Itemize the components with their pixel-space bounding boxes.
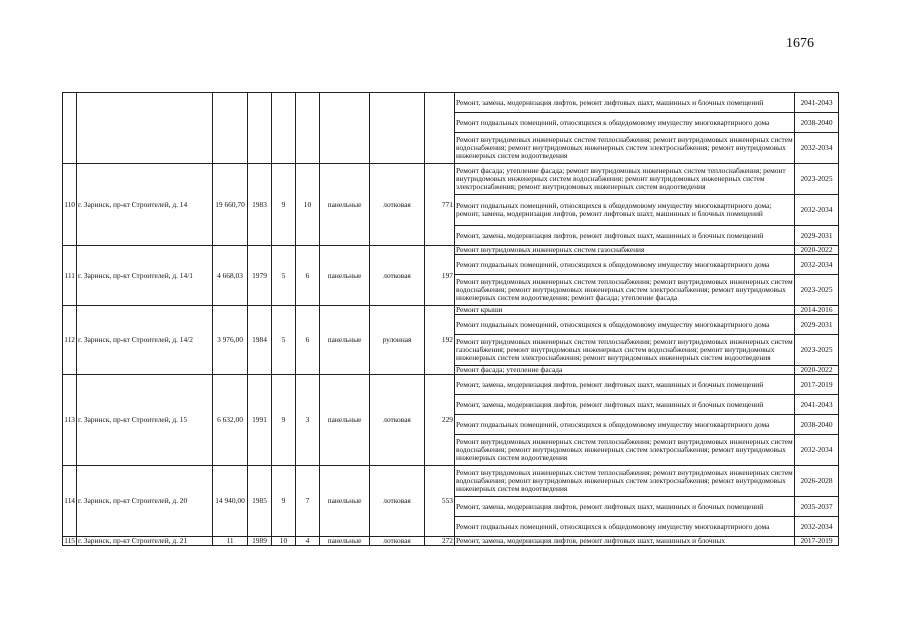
entrances-count: 6	[296, 246, 320, 306]
work-period: 2023-2025	[795, 275, 839, 306]
table-row	[63, 93, 839, 113]
wall-material: панельные	[320, 306, 370, 375]
floors-count: 5	[272, 306, 296, 375]
residents-count: 553	[425, 466, 455, 537]
work-description: Ремонт, замена, модернизация лифтов, ремонт лифтовых шахт, машинных и блочных	[455, 537, 795, 546]
work-description: Ремонт подвальных помещений, относящихся к общедомовому имуществу многоквартирного дома	[455, 315, 795, 335]
work-period: 2035-2037	[795, 497, 839, 517]
residents-count: 192	[425, 306, 455, 375]
total-area: 11	[213, 537, 248, 546]
table-row	[63, 466, 839, 497]
year-built	[248, 93, 272, 164]
table-row	[63, 375, 839, 395]
repair-schedule-table	[62, 92, 839, 546]
entrances-count: 6	[296, 306, 320, 375]
year-built: 1984	[248, 306, 272, 375]
work-description: Ремонт подвальных помещений, относящихся к общедомовому имуществу многоквартирного дома	[455, 517, 795, 537]
entrances-count: 3	[296, 375, 320, 466]
entrances-count: 4	[296, 537, 320, 546]
wall-material: панельные	[320, 246, 370, 306]
work-description: Ремонт фасада; утепление фасада	[455, 366, 795, 375]
work-period: 2032-2034	[795, 435, 839, 466]
roof-type: лотковая	[370, 246, 425, 306]
table-body	[63, 93, 839, 546]
total-area: 4 668,03	[213, 246, 248, 306]
page-number: 1676	[786, 36, 814, 51]
work-description: Ремонт, замена, модернизация лифтов, ремонт лифтовых шахт, машинных и блочных помещений	[455, 497, 795, 517]
work-period: 2029-2031	[795, 226, 839, 246]
row-number: 111	[63, 246, 77, 306]
row-number	[63, 93, 77, 164]
residents-count	[425, 93, 455, 164]
total-area: 19 660,70	[213, 164, 248, 246]
address: г. Заринск, пр-кт Строителей, д. 21	[77, 537, 213, 546]
wall-material: панельные	[320, 375, 370, 466]
address: г. Заринск, пр-кт Строителей, д. 15	[77, 375, 213, 466]
work-period: 2038-2040	[795, 415, 839, 435]
work-description: Ремонт, замена, модернизация лифтов, ремонт лифтовых шахт, машинных и блочных помещений	[455, 93, 795, 113]
row-number: 115	[64, 536, 75, 546]
wall-material: панельные	[320, 164, 370, 246]
work-description: Ремонт подвальных помещений, относящихся к общедомовому имуществу многоквартирного дома	[455, 415, 795, 435]
residents-count: 771	[425, 164, 455, 246]
roof-type: лотковая	[370, 375, 425, 466]
residents-count: 197	[425, 246, 455, 306]
total-area: 14 940,00	[213, 466, 248, 537]
address: г. Заринск, пр-кт Строителей, д. 14/1	[77, 246, 213, 306]
floors-count: 10	[272, 537, 296, 546]
roof-type	[370, 93, 425, 164]
work-period: 2032-2034	[795, 255, 839, 275]
table-row	[63, 306, 839, 315]
work-description: Ремонт, замена, модернизация лифтов, ремонт лифтовых шахт, машинных и блочных помещений	[455, 395, 795, 415]
residents-count: 272	[425, 537, 455, 546]
work-period: 2041-2043	[795, 93, 839, 113]
year-built: 1985	[248, 466, 272, 537]
work-description: Ремонт, замена, модернизация лифтов, ремонт лифтовых шахт, машинных и блочных помещений	[455, 375, 795, 395]
year-built: 1983	[248, 164, 272, 246]
work-description: Ремонт внутридомовых инженерных систем теплоснабжения; ремонт внутридомовых инженерных систем водоснабжения; ремонт внутридомовых инженерных систем электроснабжения; ремонт внутридомовых инженерных систем водоотведения	[455, 435, 795, 466]
work-period: 2017-2019	[795, 537, 839, 546]
work-period: 2026-2028	[795, 466, 839, 497]
roof-type: рулонная	[370, 306, 425, 375]
table-row	[63, 537, 839, 546]
floors-count: 9	[272, 164, 296, 246]
row-number: 113	[63, 375, 77, 466]
roof-type: лотковая	[370, 164, 425, 246]
work-period: 2020-2022	[795, 246, 839, 255]
roof-type: лотковая	[370, 466, 425, 537]
work-period: 2032-2034	[795, 195, 839, 226]
wall-material	[320, 93, 370, 164]
address: г. Заринск, пр-кт Строителей, д. 20	[77, 466, 213, 537]
work-description: Ремонт внутридомовых инженерных систем теплоснабжения; ремонт внутридомовых инженерных систем водоснабжения; ремонт внутридомовых инженерных систем электроснабжения; ремонт внутридомовых инженерных систем водоотведения; ремонт фасада; утепление фасада	[455, 275, 795, 306]
work-description: Ремонт фасада; утепление фасада; ремонт внутридомовых инженерных систем теплоснабжения; ремонт внутридомовых инженерных систем водоснабжения; ремонт внутридомовых инженерных систем электроснабжения; ремонт внутридомовых инженерных систем водоотведения	[455, 164, 795, 195]
work-description: Ремонт внутридомовых инженерных систем газоснабжения	[455, 246, 795, 255]
floors-count: 9	[272, 466, 296, 537]
address	[77, 93, 213, 164]
work-description: Ремонт подвальных помещений, относящихся к общедомовому имуществу многоквартирного дома	[455, 113, 795, 133]
work-period: 2029-2031	[795, 315, 839, 335]
work-period: 2023-2025	[795, 335, 839, 366]
year-built: 1991	[248, 375, 272, 466]
wall-material: панельные	[320, 537, 370, 546]
row-number: 114	[63, 466, 77, 537]
work-description: Ремонт внутридомовых инженерных систем теплоснабжения; ремонт внутридомовых инженерных систем водоснабжения; ремонт внутридомовых инженерных систем электроснабжения; ремонт внутридомовых инженерных систем водоотведения	[455, 133, 795, 164]
table-row	[63, 164, 839, 195]
work-period: 2032-2034	[795, 133, 839, 164]
floors-count	[272, 93, 296, 164]
floors-count: 9	[272, 375, 296, 466]
entrances-count	[296, 93, 320, 164]
year-built: 1979	[248, 246, 272, 306]
work-period: 2014-2016	[795, 306, 839, 315]
total-area: 3 976,00	[213, 306, 248, 375]
work-period: 2020-2022	[795, 366, 839, 375]
work-period: 2023-2025	[795, 164, 839, 195]
residents-count: 229	[425, 375, 455, 466]
address: г. Заринск, пр-кт Строителей, д. 14/2	[77, 306, 213, 375]
total-area	[213, 93, 248, 164]
address: г. Заринск, пр-кт Строителей, д. 14	[77, 164, 213, 246]
work-period: 2017-2019	[795, 375, 839, 395]
work-description: Ремонт подвальных помещений, относящихся к общедомовому имуществу многоквартирного дома; ремонт, замена, модернизация лифтов, ремонт лифтовых шахт, машинных и блочных помещений	[455, 195, 795, 226]
work-period: 2038-2040	[795, 113, 839, 133]
work-description: Ремонт внутридомовых инженерных систем теплоснабжения; ремонт внутридомовых инженерных систем газоснабжения; ремонт внутридомовых инженерных систем водоснабжения; ремонт внутридомовых инженерных систем электроснабжения; ремонт внутридомовых инженерных систем водоотведения	[455, 335, 795, 366]
roof-type: лотковая	[370, 537, 425, 546]
entrances-count: 7	[296, 466, 320, 537]
entrances-count: 10	[296, 164, 320, 246]
total-area: 6 632,00	[213, 375, 248, 466]
row-number: 110	[63, 164, 77, 246]
row-number: 112	[63, 306, 77, 375]
work-description: Ремонт, замена, модернизация лифтов, ремонт лифтовых шахт, машинных и блочных помещений	[455, 226, 795, 246]
floors-count: 5	[272, 246, 296, 306]
work-period: 2032-2034	[795, 517, 839, 537]
wall-material: панельные	[320, 466, 370, 537]
work-description: Ремонт крыши	[455, 306, 795, 315]
table-row	[63, 246, 839, 255]
work-description: Ремонт внутридомовых инженерных систем теплоснабжения; ремонт внутридомовых инженерных систем водоснабжения; ремонт внутридомовых инженерных систем электроснабжения; ремонт внутридомовых инженерных систем водоотведения	[455, 466, 795, 497]
work-period: 2041-2043	[795, 395, 839, 415]
year-built: 1989	[248, 537, 272, 546]
work-description: Ремонт подвальных помещений, относящихся к общедомовому имуществу многоквартирного дома	[455, 255, 795, 275]
